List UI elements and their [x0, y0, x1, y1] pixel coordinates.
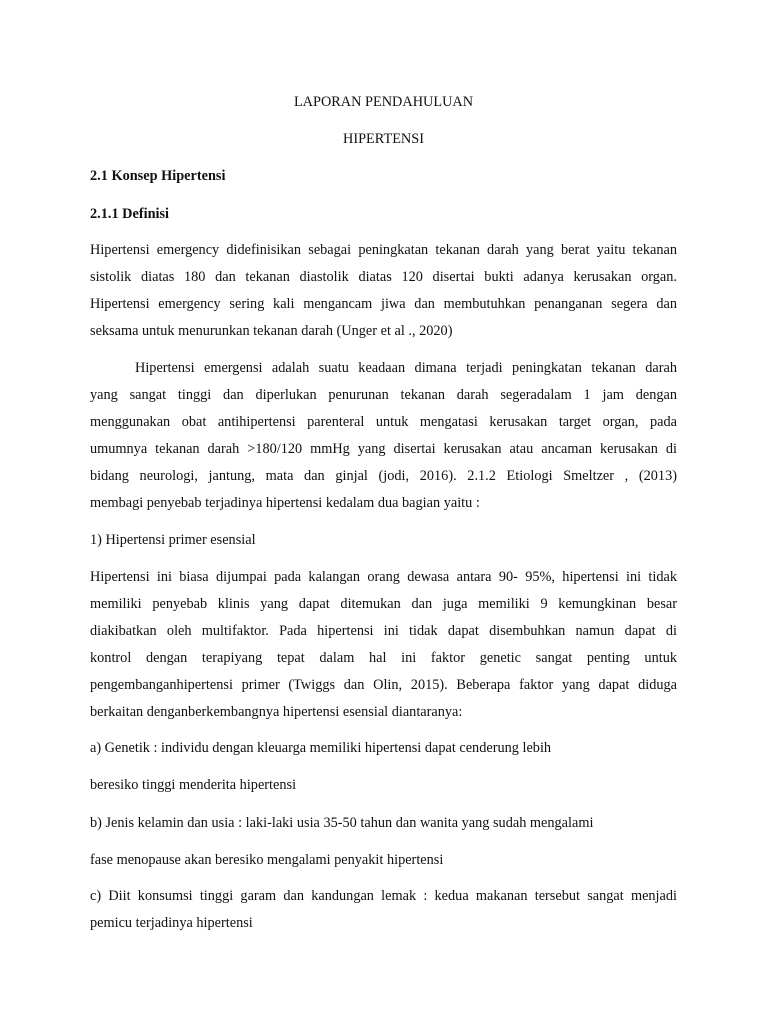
document-page	[90, 0, 677, 1024]
paragraph-line: umumnya tekanan darah >180/120 mmHg yang disertai kerusakan atau ancaman kerusakan di	[90, 441, 677, 457]
subsection-heading: 2.1.1 Definisi	[90, 206, 170, 222]
list-item-continuation: beresiko tinggi menderita hipertensi	[90, 777, 297, 793]
paragraph-line: berkaitan denganberkembangnya hipertensi esensial diantaranya:	[90, 704, 463, 720]
list-item-continuation: pemicu terjadinya hipertensi	[90, 915, 253, 931]
paragraph-line: yang sangat tinggi dan diperlukan penurunan tekanan darah segeradalam 1 jam dengan	[90, 387, 677, 403]
list-item: a) Genetik : individu dengan kleuarga memiliki hipertensi dapat cenderung lebih	[90, 740, 552, 756]
paragraph-line: membagi penyebab terjadinya hipertensi kedalam dua bagian yaitu :	[90, 495, 480, 511]
paragraph-line: menggunakan obat antihipertensi parenteral untuk mengatasi kerusakan target organ, pada	[90, 414, 677, 430]
list-item: c) Diit konsumsi tinggi garam dan kandungan lemak : kedua makanan tersebut sangat menjadi	[90, 888, 677, 904]
list-item: b) Jenis kelamin dan usia : laki-laki usia 35-50 tahun dan wanita yang sudah mengalami	[90, 815, 594, 831]
section-heading: 2.1 Konsep Hipertensi	[90, 168, 226, 184]
paragraph-line: kontrol dengan terapiyang tepat dalam hal ini faktor genetic sangat penting untuk	[90, 650, 677, 666]
paragraph-line: pengembanganhipertensi primer (Twiggs dan Olin, 2015). Beberapa faktor yang dapat diduga	[90, 677, 677, 693]
paragraph-line: Hipertensi emergency didefinisikan sebagai peningkatan tekanan darah yang berat yaitu tekanan	[90, 242, 677, 258]
paragraph-line: Hipertensi ini biasa dijumpai pada kalangan orang dewasa antara 90- 95%, hipertensi ini tidak	[90, 569, 677, 585]
paragraph-line: diakibatkan oleh multifaktor. Pada hipertensi ini tidak dapat disembuhkan namun dapat di	[90, 623, 677, 639]
paragraph-line: sistolik diatas 180 dan tekanan diastolik diatas 120 disertai bukti adanya kerusakan organ.	[90, 269, 677, 285]
paragraph-line: seksama untuk menurunkan tekanan darah (Unger et al ., 2020)	[90, 323, 453, 339]
paragraph-line: Hipertensi emergency sering kali mengancam jiwa dan membutuhkan penanganan segera dan	[90, 296, 677, 312]
document-subtitle: HIPERTENSI	[343, 131, 424, 147]
paragraph-line: memiliki penyebab klinis yang dapat ditemukan dan juga memiliki 9 kemungkinan besar	[90, 596, 677, 612]
list-item: 1) Hipertensi primer esensial	[90, 532, 256, 548]
paragraph-line: Hipertensi emergensi adalah suatu keadaan dimana terjadi peningkatan tekanan darah	[135, 360, 677, 376]
paragraph-line: bidang neurologi, jantung, mata dan ginjal (jodi, 2016). 2.1.2 Etiologi Smeltzer , (2013)	[90, 468, 677, 484]
list-item-continuation: fase menopause akan beresiko mengalami penyakit hipertensi	[90, 852, 444, 868]
document-title: LAPORAN PENDAHULUAN	[293, 94, 474, 110]
